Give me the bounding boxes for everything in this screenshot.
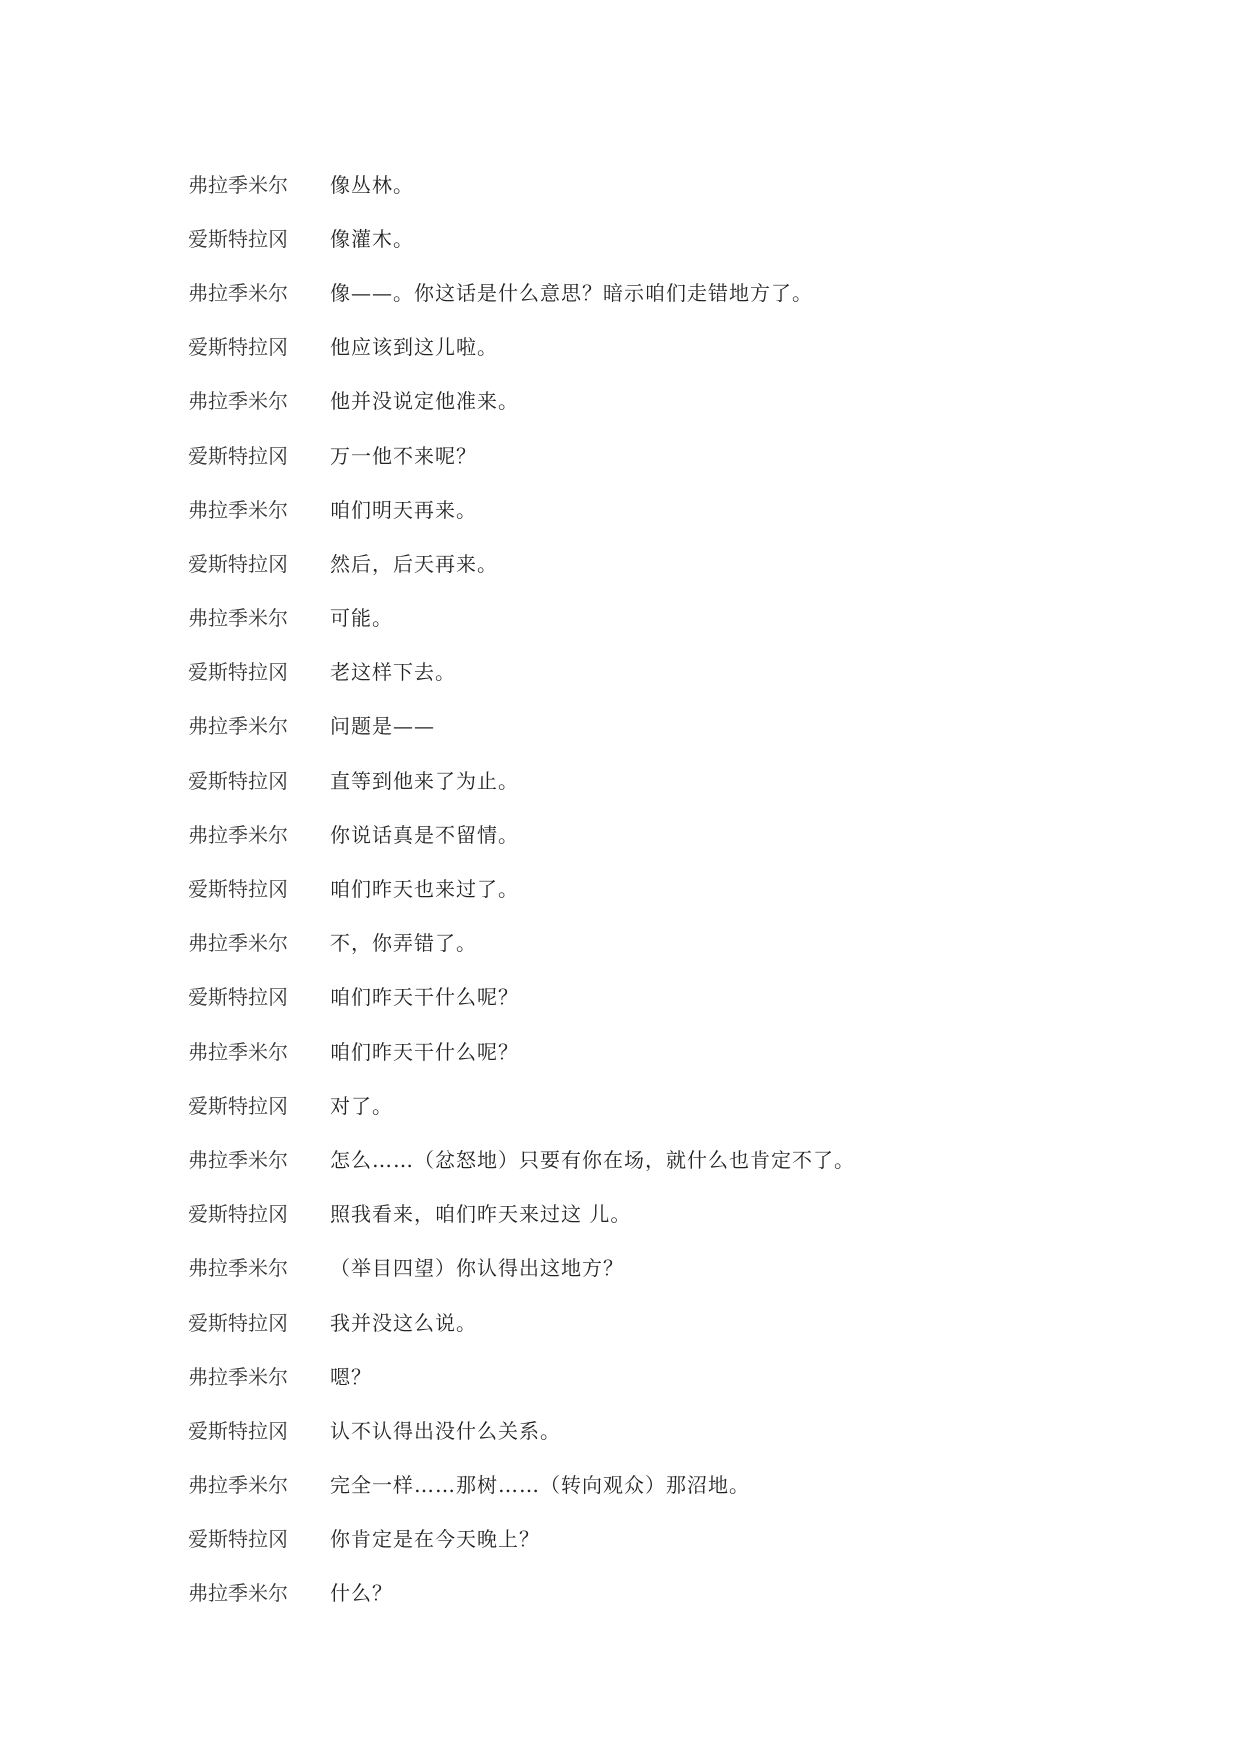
dialogue-line (188, 427, 1168, 481)
speech-text: 然后，后天再来。 (330, 551, 498, 576)
dialogue-line (188, 915, 1168, 969)
speech-text: 咱们昨天也来过了。 (330, 877, 519, 902)
dialogue-line (188, 535, 1168, 589)
speech-text: 认不认得出没什么关系。 (330, 1418, 561, 1443)
speaker-name: 弗拉季米尔 (188, 389, 288, 414)
dialogue-line (188, 373, 1168, 427)
speaker-name: 爱斯特拉冈 (188, 1093, 288, 1118)
speaker-name: 爱斯特拉冈 (188, 877, 288, 902)
speech-text: 咱们明天再来。 (330, 497, 477, 522)
speech-text: 直等到他来了为止。 (330, 768, 519, 793)
dialogue-line (188, 969, 1168, 1023)
dialogue-line (188, 1131, 1168, 1185)
speaker-name: 弗拉季米尔 (188, 822, 288, 847)
speech-text: 嗯？ (330, 1364, 372, 1389)
speech-text: 怎么……（忿怒地）只要有你在场，就什么也肯定不了。 (330, 1147, 855, 1172)
speech-text: 像丛林。 (330, 172, 414, 197)
speaker-name: 弗拉季米尔 (188, 606, 288, 631)
speaker-name: 弗拉季米尔 (188, 714, 288, 739)
speech-text: 我并没这么说。 (330, 1310, 477, 1335)
speech-text: 你肯定是在今天晚上？ (330, 1527, 540, 1552)
speaker-name: 弗拉季米尔 (188, 1147, 288, 1172)
speaker-name: 爱斯特拉冈 (188, 1202, 288, 1227)
speaker-name: 爱斯特拉冈 (188, 768, 288, 793)
dialogue-line (188, 1402, 1168, 1456)
dialogue-line (188, 752, 1168, 806)
speech-text: 咱们昨天干什么呢？ (330, 985, 519, 1010)
speaker-name: 弗拉季米尔 (188, 931, 288, 956)
speech-text: 不，你弄错了。 (330, 931, 477, 956)
dialogue-line (188, 156, 1168, 210)
speaker-name: 爱斯特拉冈 (188, 1527, 288, 1552)
dialogue-line (188, 1077, 1168, 1131)
dialogue-line (188, 1186, 1168, 1240)
speech-text: 咱们昨天干什么呢？ (330, 1039, 519, 1064)
dialogue-line (188, 1457, 1168, 1511)
speech-text: 可能。 (330, 606, 393, 631)
dialogue-line (188, 1565, 1168, 1619)
speaker-name: 弗拉季米尔 (188, 280, 288, 305)
speaker-name: 爱斯特拉冈 (188, 985, 288, 1010)
speech-text: 他应该到这儿啦。 (330, 335, 498, 360)
speaker-name: 爱斯特拉冈 (188, 660, 288, 685)
speaker-name: 爱斯特拉冈 (188, 226, 288, 251)
speaker-name: 爱斯特拉冈 (188, 335, 288, 360)
speaker-name: 弗拉季米尔 (188, 1364, 288, 1389)
dialogue-line (188, 1511, 1168, 1565)
dialogue-line (188, 698, 1168, 752)
dialogue-line (188, 590, 1168, 644)
dialogue-line (188, 1240, 1168, 1294)
speech-text: 像——。你这话是什么意思？暗示咱们走错地方了。 (330, 280, 813, 305)
speaker-name: 弗拉季米尔 (188, 1581, 288, 1606)
dialogue-line (188, 806, 1168, 860)
dialogue-line (188, 1023, 1168, 1077)
speaker-name: 弗拉季米尔 (188, 1473, 288, 1498)
dialogue-line (188, 481, 1168, 535)
speech-text: 对了。 (330, 1093, 393, 1118)
speaker-name: 爱斯特拉冈 (188, 1310, 288, 1335)
speaker-name: 弗拉季米尔 (188, 1039, 288, 1064)
speech-text: 万一他不来呢？ (330, 443, 477, 468)
speech-text: 照我看来，咱们昨天来过这 儿。 (330, 1202, 632, 1227)
dialogue-line (188, 1348, 1168, 1402)
speech-text: 完全一样……那树……（转向观众）那沼地。 (330, 1473, 750, 1498)
dialogue-line (188, 1294, 1168, 1348)
speech-text: （举目四望）你认得出这地方？ (330, 1256, 624, 1281)
dialogue-line (188, 319, 1168, 373)
dialogue-line (188, 860, 1168, 914)
speaker-name: 爱斯特拉冈 (188, 1418, 288, 1443)
speaker-name: 弗拉季米尔 (188, 172, 288, 197)
dialogue-line (188, 210, 1168, 264)
dialogue-line (188, 644, 1168, 698)
speech-text: 问题是—— (330, 714, 435, 739)
speaker-name: 爱斯特拉冈 (188, 551, 288, 576)
dialogue-line (188, 264, 1168, 318)
speaker-name: 弗拉季米尔 (188, 1256, 288, 1281)
dialogue-list (188, 156, 1168, 1619)
speaker-name: 爱斯特拉冈 (188, 443, 288, 468)
speech-text: 像灌木。 (330, 226, 414, 251)
speech-text: 他并没说定他准来。 (330, 389, 519, 414)
speaker-name: 弗拉季米尔 (188, 497, 288, 522)
speech-text: 你说话真是不留情。 (330, 822, 519, 847)
speech-text: 什么？ (330, 1581, 393, 1606)
speech-text: 老这样下去。 (330, 660, 456, 685)
